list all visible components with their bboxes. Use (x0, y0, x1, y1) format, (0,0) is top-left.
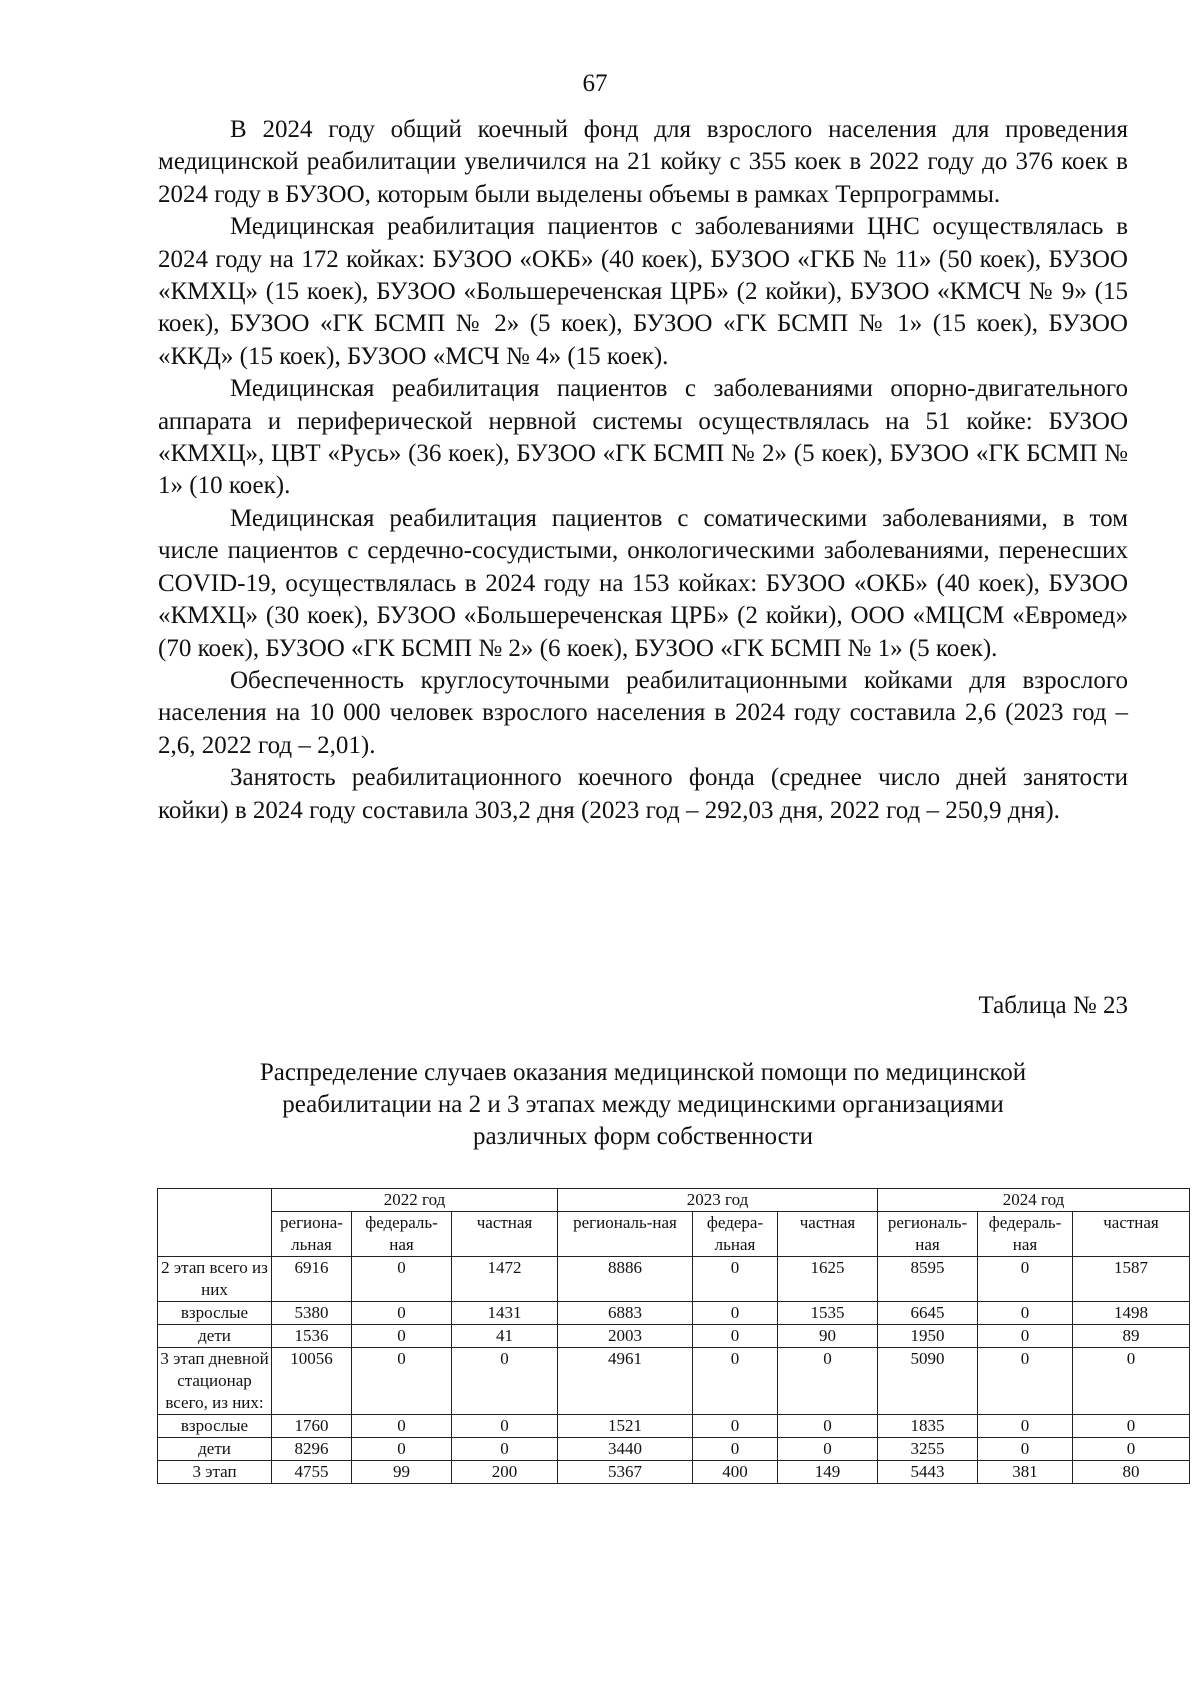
table-cell: 0 (452, 1438, 558, 1461)
table-cell: 0 (978, 1257, 1073, 1302)
table-cell: 3255 (878, 1438, 978, 1461)
ownership-header: региональ-ная (878, 1212, 978, 1257)
table-cell: 0 (778, 1348, 878, 1415)
table-cell: 90 (778, 1325, 878, 1348)
table-cell: 0 (693, 1302, 778, 1325)
ownership-header: федераль-ная (978, 1212, 1073, 1257)
table-cell: 6916 (272, 1257, 352, 1302)
table-cell: 1521 (558, 1415, 693, 1438)
table-cell: 4961 (558, 1348, 693, 1415)
table-cell: 1950 (878, 1325, 978, 1348)
table-cell: 8296 (272, 1438, 352, 1461)
table-cell: 1835 (878, 1415, 978, 1438)
table-cell: 80 (1073, 1461, 1190, 1484)
table-cell: 0 (978, 1438, 1073, 1461)
table-corner-cell (158, 1189, 272, 1257)
table-cell: 0 (978, 1302, 1073, 1325)
table-cell: 0 (352, 1438, 452, 1461)
paragraph-cns-rehab: Медицинская реабилитация пациентов с заболеваниями ЦНС осуществлялась в 2024 году на 172 койках: БУЗОО «ОКБ» (40 коек), БУЗОО «ГКБ № 11» (50 коек), БУЗОО «КМХЦ» (15 коек), БУЗОО «Большереченская ЦРБ» (2 койки), БУЗОО «КМСЧ № 9» (15 коек), БУЗОО «ГК БСМП № 2» (5 коек), БУЗОО «ГК БСМП № 1» (15 коек), БУЗОО «ККД» (15 коек), БУЗОО «МСЧ № 4» (15 коек). (158, 213, 1128, 370)
row-label: 3 этап (158, 1461, 272, 1484)
table-cell: 8886 (558, 1257, 693, 1302)
table-label: Таблица № 23 (978, 992, 1128, 1019)
table-cell: 8595 (878, 1257, 978, 1302)
paragraph-bed-occupancy: Занятость реабилитационного коечного фонда (среднее число дней занятости койки) в 2024 году составила 303,2 дня (2023 год – 292,03 дня, 2022 год – 250,9 дня). (158, 764, 1128, 824)
table-row (158, 1348, 1190, 1415)
row-label: дети (158, 1438, 272, 1461)
row-label: дети (158, 1325, 272, 1348)
ownership-header: частная (1073, 1212, 1190, 1257)
table-year-header-row (158, 1189, 1190, 1212)
table-cell: 99 (352, 1461, 452, 1484)
paragraph-bed-provision: Обеспеченность круглосуточными реабилитационными койками для взрослого населения на 10 000 человек взрослого населения в 2024 году составила 2,6 (2023 год – 2,6, 2022 год – 2,01). (158, 666, 1128, 759)
table-cell: 0 (1073, 1438, 1190, 1461)
table-cell: 5443 (878, 1461, 978, 1484)
table-cell: 4755 (272, 1461, 352, 1484)
table-row (158, 1415, 1190, 1438)
body-text (158, 114, 1128, 827)
ownership-header: федера-льная (693, 1212, 778, 1257)
ownership-header: регионa-льная (272, 1212, 352, 1257)
table-ownership-header-row (158, 1212, 1190, 1257)
table-cell: 1498 (1073, 1302, 1190, 1325)
table-cell: 10056 (272, 1348, 352, 1415)
table-cell: 400 (693, 1461, 778, 1484)
table-row (158, 1325, 1190, 1348)
rehab-distribution-table (157, 1188, 1190, 1484)
table-cell: 0 (778, 1415, 878, 1438)
year-header: 2022 год (272, 1189, 558, 1212)
row-label: 3 этап дневной стационар всего, из них: (158, 1348, 272, 1415)
table-cell: 0 (778, 1438, 878, 1461)
table-row (158, 1257, 1190, 1302)
paragraph-somatic-rehab: Медицинская реабилитация пациентов с соматическими заболеваниями, в том числе пациентов с сердечно-сосудистыми, онкологическими заболеваниями, перенесших COVID-19, осуществлялась в 2024 году на 153 койках: БУЗОО «ОКБ» (40 коек), БУЗОО «КМХЦ» (30 коек), БУЗОО «Большереченская ЦРБ» (2 койки), ООО «МЦСМ «Евромед» (70 коек), БУЗОО «ГК БСМП № 2» (6 коек), БУЗОО «ГК БСМП № 1» (5 коек). (158, 504, 1128, 662)
table-cell: 1760 (272, 1415, 352, 1438)
table-cell: 0 (352, 1302, 452, 1325)
table-cell: 0 (352, 1348, 452, 1415)
table-cell: 3440 (558, 1438, 693, 1461)
table-cell: 5380 (272, 1302, 352, 1325)
table-cell: 0 (1073, 1348, 1190, 1415)
table-cell: 0 (452, 1348, 558, 1415)
table-cell: 200 (452, 1461, 558, 1484)
ownership-header: федераль-ная (352, 1212, 452, 1257)
page-number: 67 (582, 70, 608, 97)
table-cell: 1535 (778, 1302, 878, 1325)
row-label: взрослые (158, 1302, 272, 1325)
table-row (158, 1302, 1190, 1325)
table-cell: 5090 (878, 1348, 978, 1415)
table-row (158, 1438, 1190, 1461)
table-cell: 1472 (452, 1257, 558, 1302)
paragraph-musculoskeletal-rehab: Медицинская реабилитация пациентов с заболеваниями опорно-двигательного аппарата и периферической нервной системы осуществлялась на 51 койке: БУЗОО «КМХЦ», ЦВТ «Русь» (36 коек), БУЗОО «ГК БСМП № 2» (5 коек), БУЗОО «ГК БСМП № 1» (10 коек). (158, 375, 1128, 500)
row-label: взрослые (158, 1415, 272, 1438)
table-title-line: Распределение случаев оказания медицинской помощи по медицинской (259, 1059, 1027, 1086)
ownership-header: частная (452, 1212, 558, 1257)
table-row (158, 1461, 1190, 1484)
year-header: 2023 год (558, 1189, 878, 1212)
table-cell: 89 (1073, 1325, 1190, 1348)
table-body (158, 1257, 1190, 1484)
table-cell: 1431 (452, 1302, 558, 1325)
table-cell: 0 (978, 1415, 1073, 1438)
row-label: 2 этап всего из них (158, 1257, 272, 1302)
ownership-header: частная (778, 1212, 878, 1257)
table-cell: 0 (693, 1438, 778, 1461)
table-cell: 6645 (878, 1302, 978, 1325)
table-cell: 0 (1073, 1415, 1190, 1438)
table-cell: 0 (352, 1257, 452, 1302)
table-title-line: реабилитации на 2 и 3 этапах между медицинскими организациями (282, 1091, 1004, 1118)
table-cell: 0 (352, 1415, 452, 1438)
ownership-header: региональ-ная (558, 1212, 693, 1257)
table-cell: 0 (452, 1415, 558, 1438)
table-cell: 1587 (1073, 1257, 1190, 1302)
table-cell: 381 (978, 1461, 1073, 1484)
table-cell: 149 (778, 1461, 878, 1484)
table-cell: 0 (693, 1325, 778, 1348)
table-cell: 0 (693, 1257, 778, 1302)
table-cell: 41 (452, 1325, 558, 1348)
table-cell: 0 (693, 1415, 778, 1438)
table-cell: 2003 (558, 1325, 693, 1348)
table-cell: 0 (693, 1348, 778, 1415)
table-cell: 0 (978, 1325, 1073, 1348)
table-cell: 5367 (558, 1461, 693, 1484)
year-header: 2024 год (878, 1189, 1190, 1212)
table-cell: 0 (352, 1325, 452, 1348)
table-title-line: различных форм собственности (472, 1123, 814, 1150)
table-cell: 1536 (272, 1325, 352, 1348)
paragraph-bed-fund: В 2024 году общий коечный фонд для взрослого населения для проведения медицинской реабилитации увеличился на 21 койку с 355 коек в 2022 году до 376 коек в 2024 году в БУЗОО, которым были выделены объемы в рамках Терпрограммы. (158, 116, 1128, 208)
table-cell: 6883 (558, 1302, 693, 1325)
table-cell: 0 (978, 1348, 1073, 1415)
table-title (158, 1057, 1128, 1153)
table-cell: 1625 (778, 1257, 878, 1302)
